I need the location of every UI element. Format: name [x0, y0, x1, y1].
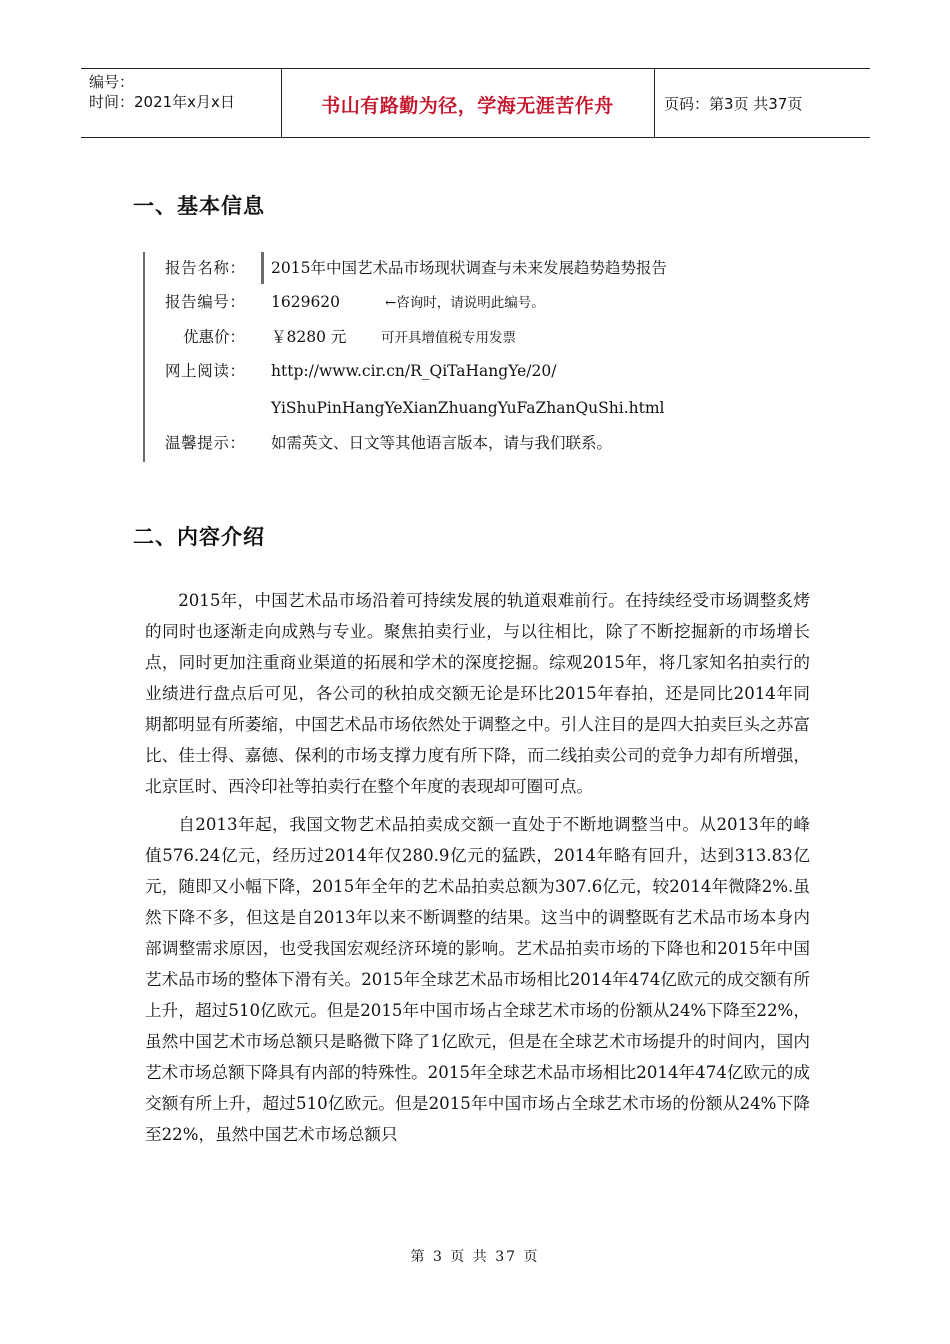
paragraph: 自2013年起，我国文物艺术品拍卖成交额一直处于不断地调整当中。从2013年的峰值576.24亿元，经历过2014年仅280.9亿元的猛跌，2014年略有回升，达到313.83亿元，随即又小幅下降，2015年全年的艺术品拍卖总额为307.6亿元，较2014年微降2%.虽然下降不多，但这是自2013年以来不断调整的结果。这当中的调整既有艺术品市场本身内部调整需求原因，也受我国宏观经济环境的影响。艺术品拍卖市场的下降也和2015年中国艺术品市场的整体下滑有关。2015年全球艺术品市场相比2014年474亿欧元的成交额有所上升，超过510亿欧元。但是2015年中国市场占全球艺术市场的份额从24%下降至22%，虽然中国艺术市场总额只是略微下降了1亿欧元，但是在全球艺术市场提升的时间内，国内艺术市场总额下降具有内部的特殊性。2015年全球艺术品市场相比2014年474亿欧元的成交额有所上升，超过510亿欧元。但是2015年中国市场占全球艺术市场的份额从24%下降至22%，虽然中国艺术市场总额只	[145, 815, 810, 1144]
report-number-value: 1629620	[271, 293, 341, 311]
doc-number-label: 编号：	[89, 73, 135, 91]
section-title-content-intro: 二、内容介绍	[133, 525, 265, 549]
online-url-link[interactable]: http://www.cir.cn/R_QiTaHangYe/20/	[271, 362, 557, 380]
basic-info-block	[143, 252, 785, 462]
page-header	[81, 68, 870, 138]
page-footer: 第 3 页 共 37 页	[410, 1249, 540, 1265]
header-divider	[654, 69, 655, 137]
content-body	[145, 585, 810, 1157]
header-page-info: 页码：第3页 共37页	[664, 95, 803, 113]
report-name-value: 2015年中国艺术品市场现状调查与未来发展趋势趋势报告	[271, 259, 667, 277]
section-title-basic-info: 一、基本信息	[133, 194, 265, 218]
info-label: 报告名称：	[165, 259, 245, 277]
invoice-note: 可开具增值税专用发票	[381, 330, 516, 346]
info-label: 温馨提示：	[165, 434, 245, 452]
header-meta	[89, 72, 279, 112]
info-label: 报告编号：	[165, 293, 245, 311]
title-marker-bar	[261, 252, 264, 284]
doc-date: 时间：2021年x月x日	[89, 93, 235, 111]
paragraph: 2015年，中国艺术品市场沿着可持续发展的轨道艰难前行。在持续经受市场调整炙烤的同时也逐渐走向成熟与专业。聚焦拍卖行业，与以往相比，除了不断挖掘新的市场增长点，同时更加注重商业渠道的拓展和学术的深度挖掘。综观2015年，将几家知名拍卖行的业绩进行盘点后可见，各公司的秋拍成交额无论是环比2015年春拍，还是同比2014年同期都明显有所萎缩，中国艺术品市场依然处于调整之中。引人注目的是四大拍卖巨头之苏富比、佳士得、嘉德、保利的市场支撑力度有所下降，而二线拍卖公司的竞争力却有所增强，北京匡时、西泠印社等拍卖行在整个年度的表现却可圈可点。	[145, 591, 810, 796]
header-motto: 书山有路勤为径，学海无涯苦作舟	[321, 95, 614, 117]
info-label: 网上阅读：	[165, 362, 245, 380]
report-number-note: ←咨询时，请说明此编号。	[385, 295, 545, 311]
tip-value: 如需英文、日文等其他语言版本，请与我们联系。	[271, 434, 613, 452]
online-url-link-cont[interactable]: YiShuPinHangYeXianZhuangYuFaZhanQuShi.html	[271, 399, 665, 417]
info-label: 优惠价：	[182, 328, 245, 346]
price-value: ￥8280 元	[271, 328, 347, 346]
